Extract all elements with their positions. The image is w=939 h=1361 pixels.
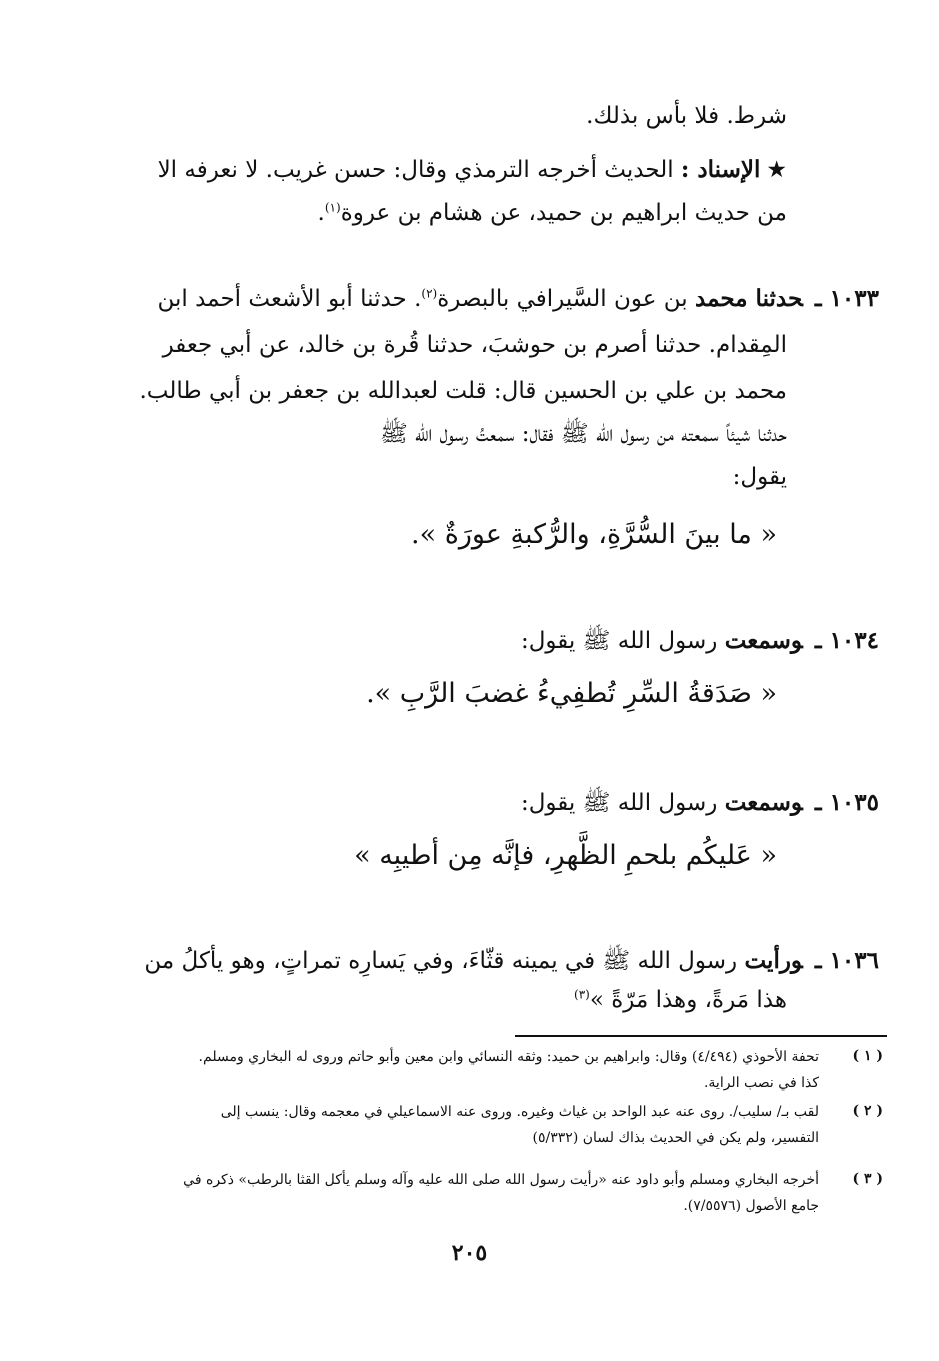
- hadith-lead: وسمعت: [724, 627, 803, 654]
- hadith-1033-line-4: حدثنا شيئاً سمعته من رسول الله ﷺ فقال: سمعتُ رسول الله ﷺ: [379, 421, 787, 447]
- hadith-1036-line-2: [574, 987, 787, 1015]
- footnote-ref-2[interactable]: (٢): [421, 286, 438, 301]
- isnad-text-2: من حديث ابراهيم بن حميد، عن هشام بن عروة: [340, 200, 787, 226]
- footnote-divider: [515, 1035, 887, 1037]
- hadith-1033-matn: [411, 519, 777, 551]
- isnad-line-2: [318, 200, 787, 228]
- hadith-1033-line-5: يقول:: [732, 464, 787, 490]
- hadith-number: ١٠٣٥ ـ: [814, 789, 879, 816]
- intro-text: شرط. فلا بأس بذلك.: [586, 103, 787, 129]
- hadith-1033-text-1: بن عون السَّيرافي بالبصرة: [437, 286, 688, 312]
- hadith-1034-text-1: رسول الله ﷺ يقول:: [520, 628, 718, 654]
- hadith-1034-matn: [366, 678, 777, 710]
- footnote-1-number: ( ١ ): [852, 1048, 883, 1064]
- footnote-3-line-1: أخرجه البخاري ومسلم وأبو داود عنه «رأيت رسول الله صلى الله عليه وآله وسلم يأكل القثا بالرطب» ذكره في: [183, 1172, 819, 1188]
- hadith-1035-text-1: رسول الله ﷺ يقول:: [520, 790, 718, 816]
- footnote-1-line-1: تحفة الأحوذي (٤/٤٩٤) وقال: وابراهيم بن حميد: وثقه النسائي وابن معين وأبو حاتم وروى له البخاري ومسلم.: [198, 1049, 819, 1065]
- hadith-1035-line-1: [521, 789, 879, 818]
- footnote-1-line-2: كذا في نصب الراية.: [703, 1075, 819, 1091]
- footnote-3-line-2: جامع الأصول (٧/٥٥٧٦).: [683, 1198, 819, 1214]
- hadith-number: ١٠٣٣ ـ: [814, 285, 879, 312]
- footnote-2-number: ( ٢ ): [852, 1103, 883, 1119]
- hadith-number: ١٠٣٤ ـ: [814, 627, 879, 654]
- star-icon: ★: [766, 157, 787, 183]
- isnad-line-1: [158, 156, 787, 185]
- hadith-1033-line-3: محمد بن علي بن الحسين قال: قلت لعبدالله بن جعفر بن أبي طالب.: [139, 378, 787, 404]
- page-number: ٢٠٥: [451, 1240, 488, 1266]
- hadith-1036-text-1: رسول الله ﷺ في يمينه قثّاءَ، وفي يَسارِه تمراتٍ، وهو يأكلُ من: [144, 948, 738, 974]
- hadith-number: ١٠٣٦ ـ: [814, 947, 879, 974]
- hadith-1034-matn-text: « صَدَقةُ السِّرِ تُطفِيءُ غضبَ الرَّبِ ».: [366, 678, 777, 709]
- hadith-1033-text-1-end: . حدثنا أبو الأشعث أحمد ابن: [157, 286, 422, 312]
- footnote-ref-3[interactable]: (٣): [574, 987, 590, 1002]
- hadith-1036-line-1: [144, 947, 879, 976]
- hadith-lead: حدثنا محمد: [695, 285, 803, 312]
- isnad-label: الإسناد :: [680, 156, 761, 183]
- hadith-1033-line-1: [157, 285, 879, 314]
- hadith-1033-line-2: المِقدام. حدثنا أصرم بن حوشبَ، حدثنا قُرة بن خالد، عن أبي جعفر: [162, 332, 787, 358]
- footnote-ref-1[interactable]: (١): [324, 200, 341, 215]
- hadith-lead: ورأيت: [744, 947, 803, 974]
- isnad-end: .: [317, 200, 325, 226]
- intro-line: [586, 103, 787, 131]
- hadith-1034-line-1: [521, 627, 879, 656]
- footnote-2-line-2: التفسير، ولم يكن في الحديث بذاك لسان (٥/٣٣٢): [532, 1130, 819, 1146]
- hadith-lead: وسمعت: [724, 789, 803, 816]
- hadith-1033-matn-text: « ما بينَ السُّرَّةِ، والرُّكبةِ عورَةٌ ».: [411, 519, 777, 550]
- footnote-2-line-1: لقب بـ/ سليب/. روى عنه عبد الواحد بن غياث وغيره. وروى عنه الاسماعيلي في معجمه وقال: ينسب إلى: [220, 1104, 819, 1120]
- hadith-1035-matn: « عَليكُم بلحمِ الظَّهرِ، فإنَّه مِن أطيبِه »: [354, 840, 777, 871]
- isnad-text-1: الحديث أخرجه الترمذي وقال: حسن غريب. لا نعرفه الا: [157, 157, 674, 183]
- footnote-3-number: ( ٣ ): [852, 1171, 883, 1187]
- hadith-1036-text-2: هذا مَرةً، وهذا مَرّةً »: [589, 987, 787, 1013]
